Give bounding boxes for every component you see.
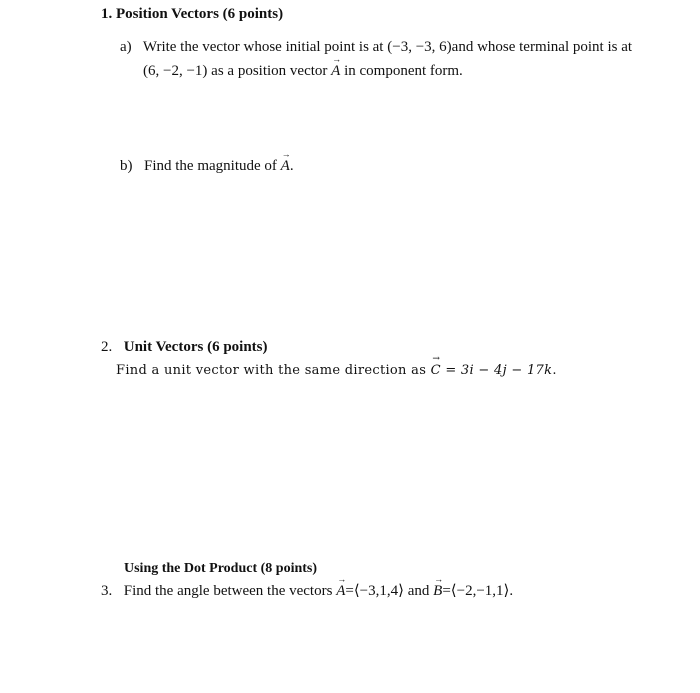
vector-c-symbol: → C <box>430 354 441 378</box>
part-b-text: Find the magnitude of <box>144 158 277 174</box>
part-a-text: Write the vector whose initial point is at <box>142 39 384 55</box>
vector-c-equation: = 3i − 4j − 17k <box>445 363 553 378</box>
problem-3-tail: . <box>509 583 514 599</box>
part-b-tail: . <box>289 158 294 174</box>
part-b-label: b) <box>120 158 133 174</box>
vector-a-symbol-3: → A <box>336 574 347 599</box>
part-a-text-tail: and whose terminal point is at <box>451 39 633 55</box>
problem-3-line <box>101 574 514 600</box>
problem-2-title: Unit Vectors (6 points) <box>123 339 268 355</box>
problem-2-heading <box>101 339 268 356</box>
vector-b-value: =⟨−2,−1,1⟩ <box>442 583 510 599</box>
problem-2-line <box>116 354 557 378</box>
problem-2-tail: . <box>552 363 557 378</box>
problem-3-text: Find the angle between the vectors <box>123 583 333 599</box>
problem-1b-line <box>120 149 294 175</box>
part-a-line-2-text: as a position vector <box>211 63 328 79</box>
problem-1a-line-2 <box>143 54 463 80</box>
vector-a-value: =⟨−3,1,4⟩ <box>345 583 404 599</box>
vector-b-symbol: → B <box>433 574 444 599</box>
problem-3-title: Using the Dot Product (8 points) <box>124 561 318 576</box>
terminal-point: (6, −2, −1) <box>143 63 208 79</box>
part-a-label: a) <box>120 39 132 55</box>
problem-1a-line-1 <box>120 39 632 56</box>
problem-3-number: 3. <box>101 583 113 599</box>
initial-point: (−3, −3, 6) <box>387 39 452 55</box>
problem-2-number: 2. <box>101 339 113 355</box>
problem-3-connector: and <box>407 583 430 599</box>
vector-a-symbol-b: → A <box>280 149 291 174</box>
problem-3-heading <box>124 561 317 577</box>
part-a-line-2-tail: in component form. <box>344 63 463 79</box>
problem-1-heading <box>101 6 283 23</box>
problem-2-text: Find a unit vector with the same direction as <box>116 363 427 378</box>
vector-a-symbol: → A <box>331 54 342 79</box>
problem-1-number: 1. <box>101 6 113 22</box>
problem-1-title: Position Vectors (6 points) <box>116 6 284 22</box>
